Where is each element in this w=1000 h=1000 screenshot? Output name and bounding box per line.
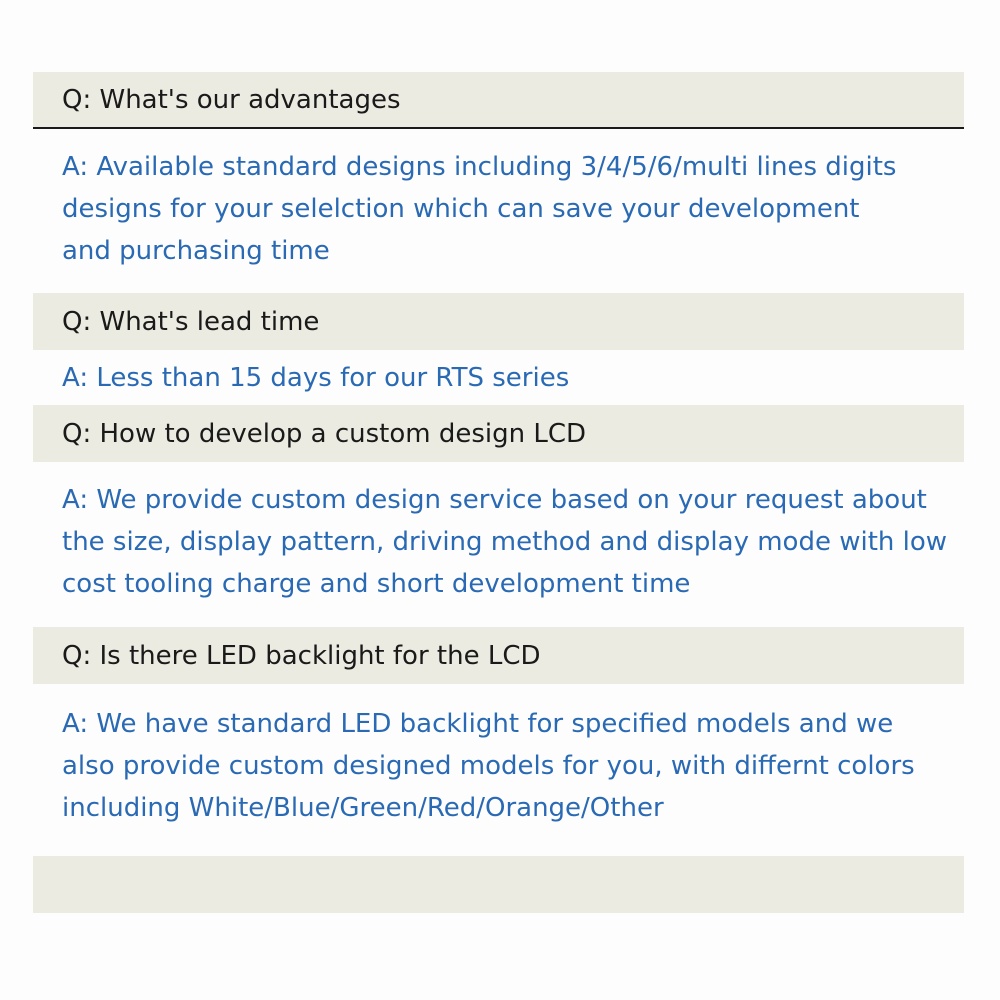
question-text: Q: What's lead time [62,306,320,337]
faq-question-2 [33,293,964,350]
faq-question-3 [33,405,964,462]
question-text: Q: Is there LED backlight for the LCD [62,640,541,671]
faq-answer-3: A: We provide custom design service based on your request about the size, display pattern, driving method and display mode with low cost tooling charge and short development time [62,485,948,599]
faq-question-4 [33,627,964,684]
faq-answer-1: A: Available standard designs including 3/4/5/6/multi lines digits designs for your selelction which can save your development and purchasing time [62,152,897,266]
faq-section [33,72,964,913]
faq-empty-bar [33,856,964,913]
faq-question-1 [33,72,964,129]
faq-answer-2: A: Less than 15 days for our RTS series [62,362,570,393]
faq-answer-4: A: We have standard LED backlight for specified models and we also provide custom designed models for you, with differnt colors including White/Blue/Green/Red/Orange/Other [62,709,915,823]
question-text: Q: What's our advantages [62,84,401,115]
question-text: Q: How to develop a custom design LCD [62,418,587,449]
